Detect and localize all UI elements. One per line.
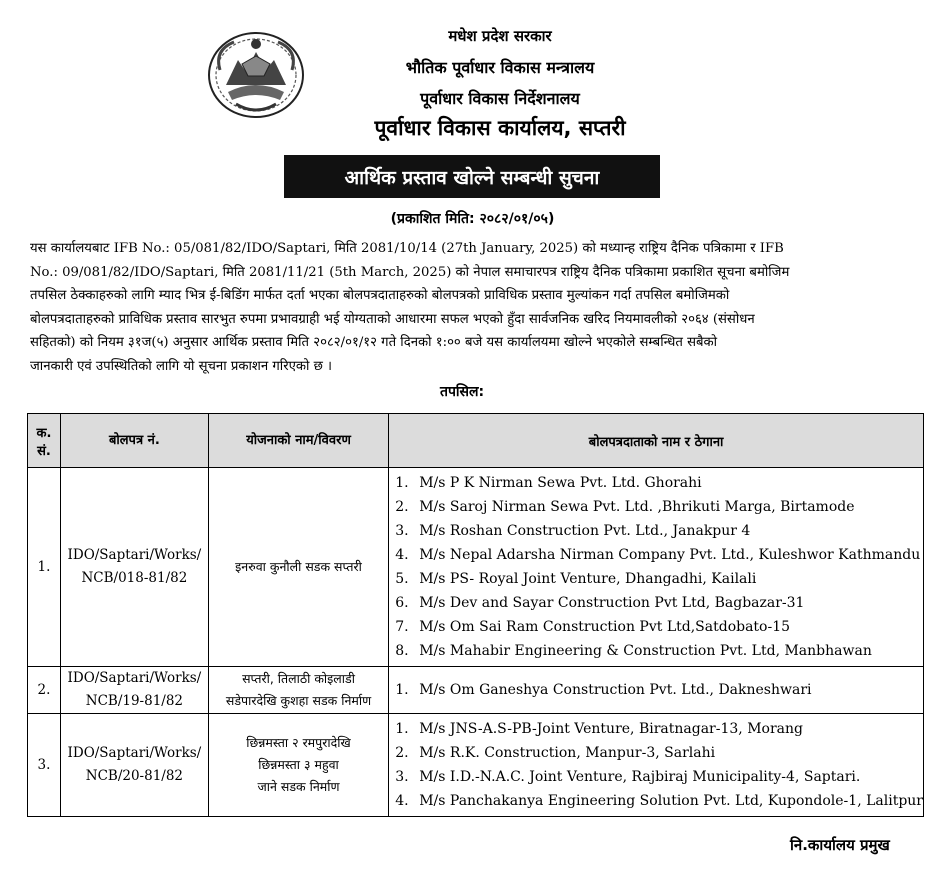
row-sn: 3. bbox=[28, 714, 61, 817]
section-title: तपसिल: bbox=[440, 384, 485, 400]
list-item: 3. M/s I.D.-N.A.C. Joint Venture, Rajbiraj Municipality-4, Saptari. bbox=[395, 769, 861, 785]
bidder-list bbox=[393, 717, 923, 813]
header-sn-line: क. bbox=[36, 425, 52, 441]
list-item: 5. M/s PS- Royal Joint Venture, Dhangadhi, Kailali bbox=[395, 571, 757, 587]
list-item: 6. M/s Dev and Sayar Construction Pvt Ltd, Bagbazar-31 bbox=[395, 595, 805, 611]
list-item: 4. M/s Nepal Adarsha Nirman Company Pvt. Ltd., Kuleshwor Kathmandu bbox=[395, 547, 921, 563]
list-item: 2. M/s Saroj Nirman Sewa Pvt. Ltd. ,Bhrikuti Marga, Birtamode bbox=[395, 499, 855, 515]
row-bidders bbox=[389, 468, 924, 667]
header-bid-no: बोलपत्र नं. bbox=[60, 414, 208, 468]
body-line: जानकारी एवं उपस्थितिको लागि यो सूचना प्रकाशन गरिएको छ । bbox=[30, 358, 333, 374]
published-date: (प्रकाशित मिति: २०८२/०१/०५) bbox=[390, 211, 555, 227]
table-row bbox=[28, 468, 924, 667]
header-sn-line: सं. bbox=[37, 443, 51, 459]
row-project bbox=[208, 667, 388, 714]
row-bid-no bbox=[60, 714, 208, 817]
body-line: तपसिल ठेक्काहरुको लागि म्याद भित्र ई-बिडिंग मार्फत दर्ता भएका बोलपत्रदाताहरुको बोलपत्रको प्राविधिक प्रस्ताव मुल्यांकन गर्दा तपसिल बमोजिमको bbox=[30, 288, 730, 304]
list-item: 1. M/s JNS-A.S-PB-Joint Venture, Biratnagar-13, Morang bbox=[395, 721, 803, 737]
body-line: सहितको) को नियम ३१ज(५) अनुसार आर्थिक प्रस्ताव मिति २०८२/०१/१२ गते दिनको १:०० बजे यस कार्यालयमा खोल्ने भएकोले सम्बन्धित सबैको bbox=[30, 335, 718, 351]
project-line: जाने सडक निर्माण bbox=[257, 779, 340, 794]
row-bid-no bbox=[60, 667, 208, 714]
notice-banner: आर्थिक प्रस्ताव खोल्ने सम्बन्धी सुचना bbox=[284, 155, 660, 198]
project-line: छिन्नमस्ता ३ महुवा bbox=[258, 757, 339, 772]
bid-no-line: NCB/19-81/82 bbox=[85, 693, 184, 709]
office-title: पूर्वाधार विकास कार्यालय, सप्तरी bbox=[374, 116, 626, 140]
bid-no-line: IDO/Saptari/Works/ bbox=[67, 745, 202, 761]
table-row bbox=[28, 714, 924, 817]
notice-body bbox=[30, 237, 918, 379]
row-project bbox=[208, 714, 388, 817]
list-item: 8. M/s Mahabir Engineering & Construction Pvt. Ltd, Manbhawan bbox=[395, 643, 872, 659]
row-bidders bbox=[389, 714, 924, 817]
body-line: यस कार्यालयबाट IFB No.: 05/081/82/IDO/Saptari, मिति 2081/10/14 (27th January, 2025) को मध्यान्ह राष्ट्रिय दैनिक पत्रिकामा र IFB bbox=[30, 241, 784, 256]
header-line-1: मधेश प्रदेश सरकार bbox=[448, 27, 552, 45]
bidder-list bbox=[393, 678, 923, 702]
table-header-row bbox=[28, 414, 924, 468]
header-sn bbox=[28, 414, 61, 468]
bid-no-line: NCB/018-81/82 bbox=[81, 570, 188, 586]
body-line: बोलपत्रदाताहरुको प्राविधिक प्रस्ताव सारभुत रुपमा प्रभावग्राही भई योग्यताको आधारमा सफल भएको हुँदा सार्वजनिक खरिद नियमावलीको २०६४ (संसोधन bbox=[30, 311, 755, 327]
body-line: No.: 09/081/82/IDO/Saptari, मिति 2081/11/21 (5th March, 2025) को नेपाल समाचारपत्र राष्ट्रिय दैनिक पत्रिकामा प्रकाशित सूचना बमोजिम bbox=[30, 264, 790, 280]
bidder-list bbox=[393, 471, 923, 663]
header-bidders: बोलपत्रदाताको नाम र ठेगाना bbox=[389, 414, 924, 468]
project-line: सप्तरी, तिलाठी कोइलाडी bbox=[242, 671, 355, 686]
list-item: 1. M/s P K Nirman Sewa Pvt. Ltd. Ghorahi bbox=[395, 475, 702, 491]
row-sn: 2. bbox=[28, 667, 61, 714]
signature-label: नि.कार्यालय प्रमुख bbox=[790, 836, 890, 854]
row-bidders bbox=[389, 667, 924, 714]
row-project bbox=[208, 468, 388, 667]
header-project: योजनाको नाम/विवरण bbox=[208, 414, 388, 468]
bid-no-line: IDO/Saptari/Works/ bbox=[67, 547, 202, 563]
header-line-3: पूर्वाधार विकास निर्देशनालय bbox=[420, 89, 580, 108]
header-line-2: भौतिक पूर्वाधार विकास मन्त्रालय bbox=[405, 58, 595, 77]
bid-no-line: NCB/20-81/82 bbox=[85, 768, 184, 784]
project-line: सडेपारदेखि कुशहा सडक निर्माण bbox=[225, 693, 372, 708]
list-item: 4. M/s Panchakanya Engineering Solution Pvt. Ltd, Kupondole-1, Lalitpur bbox=[395, 793, 923, 809]
project-line: छिन्नमस्ता २ रमपुरादेखि bbox=[246, 735, 351, 750]
project-line: इनरुवा कुनौली सडक सप्तरी bbox=[235, 559, 362, 574]
list-item: 7. M/s Om Sai Ram Construction Pvt Ltd,Satdobato-15 bbox=[395, 619, 791, 635]
bidders-table bbox=[27, 413, 924, 817]
row-bid-no bbox=[60, 468, 208, 667]
list-item: 2. M/s R.K. Construction, Manpur-3, Sarlahi bbox=[395, 745, 716, 761]
list-item: 3. M/s Roshan Construction Pvt. Ltd., Janakpur 4 bbox=[395, 523, 751, 539]
bid-no-line: IDO/Saptari/Works/ bbox=[67, 670, 202, 686]
table-row bbox=[28, 667, 924, 714]
list-item: 1. M/s Om Ganeshya Construction Pvt. Ltd., Dakneshwari bbox=[395, 682, 812, 698]
row-sn: 1. bbox=[28, 468, 61, 667]
